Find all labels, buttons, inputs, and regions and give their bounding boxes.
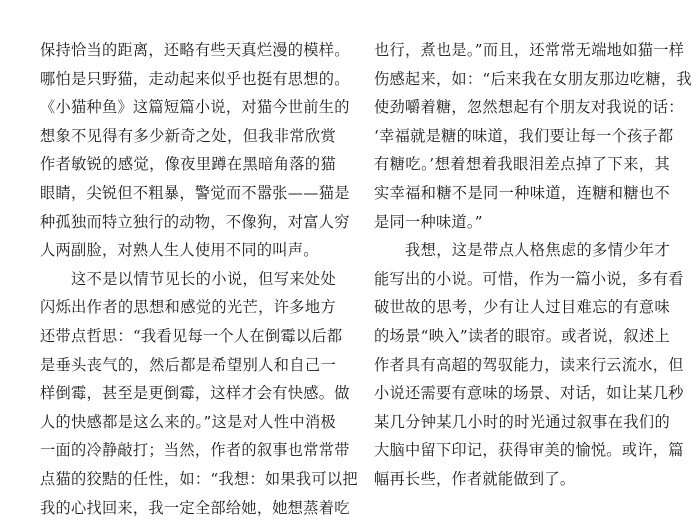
paragraph-end-line: 幅再长些，作者就能做到了。: [374, 465, 670, 494]
text-line: 有糖吃。’想着想着我眼泪差点掉了下来，其: [374, 150, 670, 179]
text-line: 样倒霉，甚至是更倒霉，这样才会有快感。做: [40, 379, 336, 408]
text-line: 闪烁出作者的思想和感觉的光芒，许多地方: [40, 293, 336, 322]
text-line: 大脑中留下印记，获得审美的愉悦。或许，篇: [374, 436, 670, 465]
paragraph-start-line: 这不是以情节见长的小说，但写来处处: [40, 265, 336, 294]
text-line: 一面的冷静敲打；当然，作者的叙事也常常带: [40, 436, 336, 465]
paragraph-end-line: 是同一种味道。”: [374, 208, 670, 237]
left-page-column: [40, 36, 336, 522]
text-line: 哪怕是只野猫，走动起来似乎也挺有思想的。: [40, 65, 336, 94]
text-line: 眼睛，尖锐但不粗暴，警觉而不嚣张——猫是: [40, 179, 336, 208]
text-line: 破世故的思考，少有让人过目难忘的有意味: [374, 293, 670, 322]
text-line: 的场景“映入”读者的眼帘。或者说，叙述上: [374, 322, 670, 351]
text-line: 人的快感都是这么来的。”这是对人性中消极: [40, 408, 336, 437]
text-line: ‘幸福就是糖的味道，我们要让每一个孩子都: [374, 122, 670, 151]
text-line: 某几分钟某几小时的时光通过叙事在我们的: [374, 408, 670, 437]
text-line: 伤感起来，如：“后来我在女朋友那边吃糖，我: [374, 65, 670, 94]
text-line: 实幸福和糖不是同一种味道，连糖和糖也不: [374, 179, 670, 208]
text-line: 点猫的狡黠的任性，如：“我想：如果我可以把: [40, 465, 336, 494]
text-line: 是垂头丧气的，然后都是希望别人和自己一: [40, 351, 336, 380]
text-line: 小说还需要有意味的场景、对话，如让某几秒: [374, 379, 670, 408]
text-line: 作者敏锐的感觉，像夜里蹲在黑暗角落的猫: [40, 150, 336, 179]
text-line: 使劲嚼着糖，忽然想起有个朋友对我说的话：: [374, 93, 670, 122]
text-line: 想象不见得有多少新奇之处，但我非常欣赏: [40, 122, 336, 151]
text-line: 能写出的小说。可惜，作为一篇小说，多有看: [374, 265, 670, 294]
paragraph-start-line: 我想，这是带点人格焦虑的多情少年才: [374, 236, 670, 265]
text-line: 也行，煮也是。”而且，还常常无端地如猫一样: [374, 36, 670, 65]
text-line: 保持恰当的距离，还略有些天真烂漫的模样。: [40, 36, 336, 65]
text-line: 作者具有高超的驾驭能力，读来行云流水，但: [374, 351, 670, 380]
text-line: 《小猫种鱼》这篇短篇小说，对猫今世前生的: [40, 93, 336, 122]
right-page-column: [374, 36, 670, 494]
text-line: 还带点哲思：“我看见每一个人在倒霉以后都: [40, 322, 336, 351]
text-line: 我的心找回来，我一定全部给她，她想蒸着吃: [40, 494, 336, 522]
text-line: 种孤独而特立独行的动物，不像狗，对富人穷: [40, 208, 336, 237]
paragraph-end-line: 人两副脸，对熟人生人使用不同的叫声。: [40, 236, 336, 265]
